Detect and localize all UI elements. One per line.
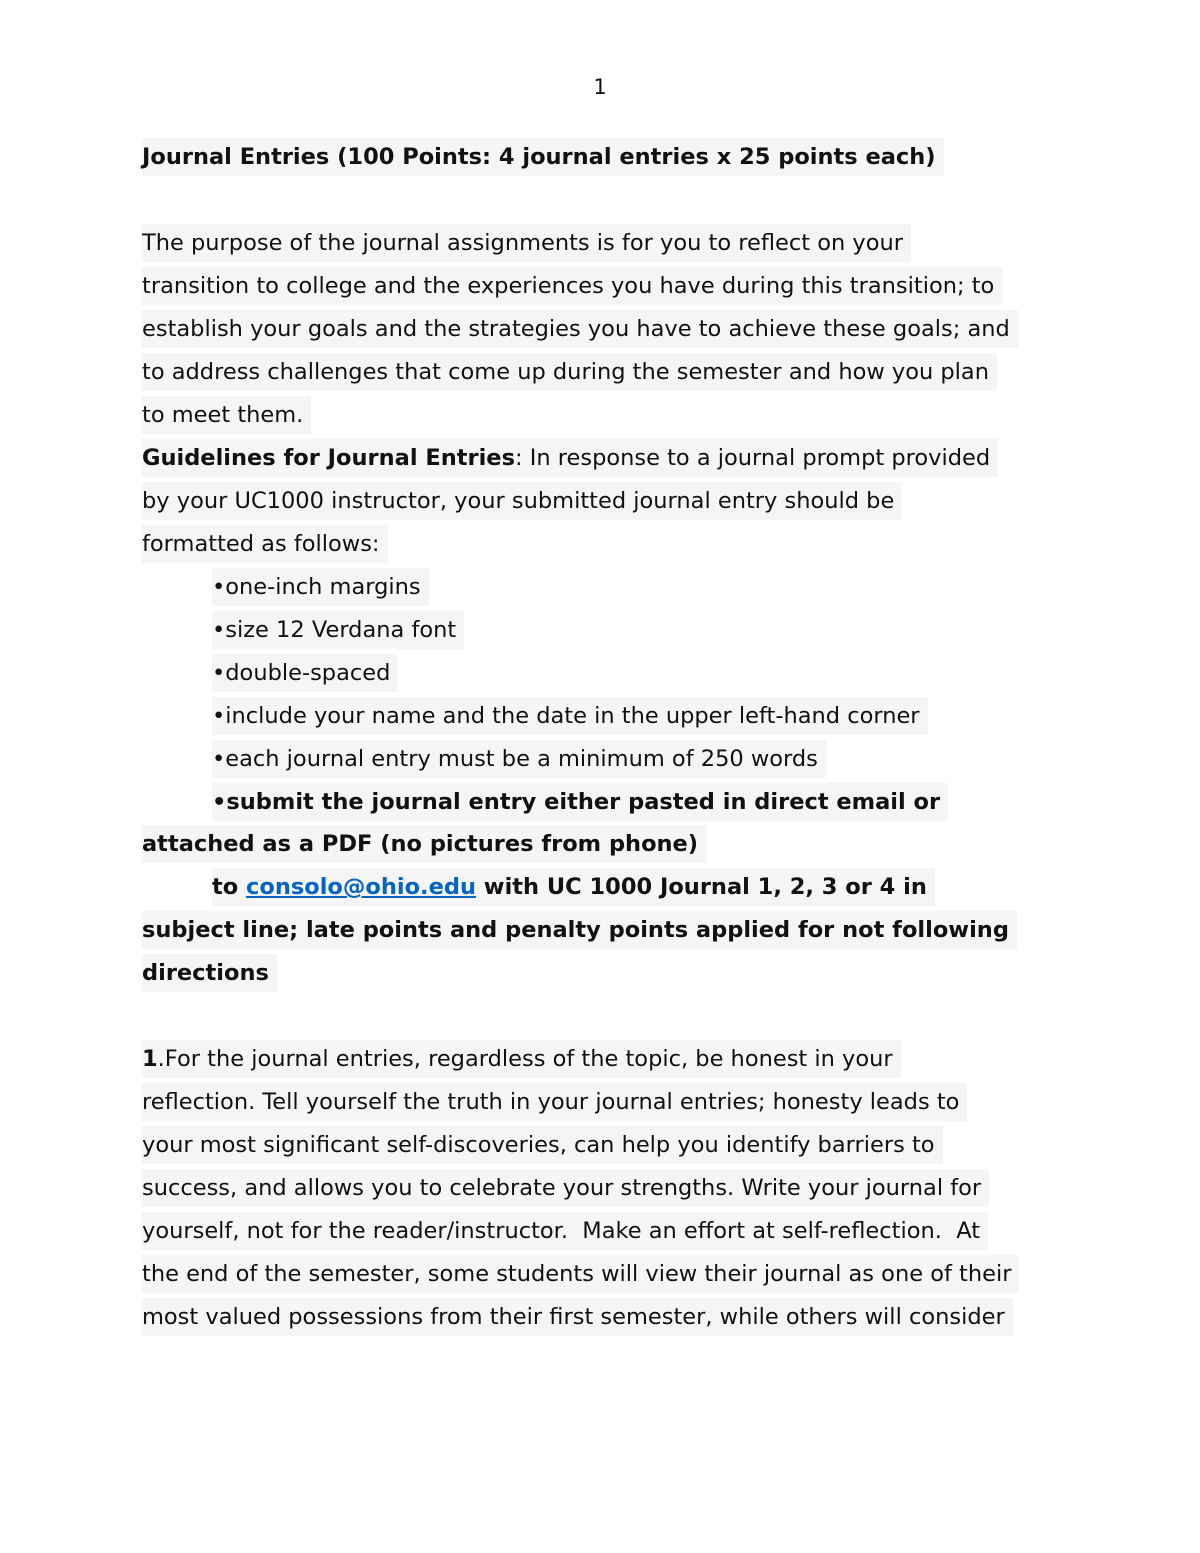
point1-line: most valued possessions from their first semester, while others will consider	[142, 1298, 1013, 1336]
submit-line: directions	[142, 954, 277, 992]
purpose-line: establish your goals and the strategies you have to achieve these goals; and	[142, 310, 1018, 348]
point1-line: your most significant self-discoveries, can help you identify barriers to	[142, 1126, 943, 1164]
point1-line: yourself, not for the reader/instructor. Make an effort at self-reflection. At	[142, 1212, 988, 1250]
submit-to-suffix: with UC 1000 Journal 1, 2, 3 or 4 in	[475, 874, 927, 900]
bullet-item: •each journal entry must be a minimum of 250 words	[212, 740, 826, 778]
point1-number: 1	[142, 1046, 158, 1072]
bullet-item: •size 12 Verdana font	[212, 611, 464, 649]
guidelines-line: by your UC1000 instructor, your submitted journal entry should be	[142, 482, 902, 520]
guidelines-text: : In response to a journal prompt provided	[514, 445, 991, 471]
guidelines-label: Guidelines for Journal Entries	[142, 445, 515, 471]
purpose-line: transition to college and the experiences you have during this transition; to	[142, 267, 1002, 305]
submit-line: attached as a PDF (no pictures from phone)	[142, 825, 706, 863]
point1-text: .For the journal entries, regardless of the topic, be honest in your	[157, 1046, 893, 1072]
bullet-item: •double-spaced	[212, 654, 398, 692]
submit-line: •submit the journal entry either pasted in direct email or	[212, 783, 948, 821]
purpose-line: to meet them.	[142, 396, 311, 434]
submit-to-prefix: to	[212, 874, 247, 900]
point1-line: success, and allows you to celebrate your strengths. Write your journal for	[142, 1169, 989, 1207]
bullet-item: •one-inch margins	[212, 568, 429, 606]
point1-line	[142, 1040, 901, 1078]
submit-line: subject line; late points and penalty points applied for not following	[142, 911, 1017, 949]
point1-line: the end of the semester, some students will view their journal as one of their	[142, 1255, 1019, 1293]
page-number: 1	[593, 75, 607, 99]
purpose-line: to address challenges that come up during the semester and how you plan	[142, 353, 997, 391]
guidelines-line: formatted as follows:	[142, 525, 388, 563]
guidelines-line	[142, 439, 998, 477]
submit-email-line	[212, 868, 935, 906]
bullet-item: •include your name and the date in the upper left-hand corner	[212, 697, 928, 735]
heading: Journal Entries (100 Points: 4 journal entries x 25 points each)	[142, 138, 944, 176]
point1-line: reflection. Tell yourself the truth in your journal entries; honesty leads to	[142, 1083, 967, 1121]
email-link[interactable]: consolo@ohio.edu	[246, 874, 476, 900]
purpose-line: The purpose of the journal assignments is for you to reflect on your	[142, 224, 911, 262]
